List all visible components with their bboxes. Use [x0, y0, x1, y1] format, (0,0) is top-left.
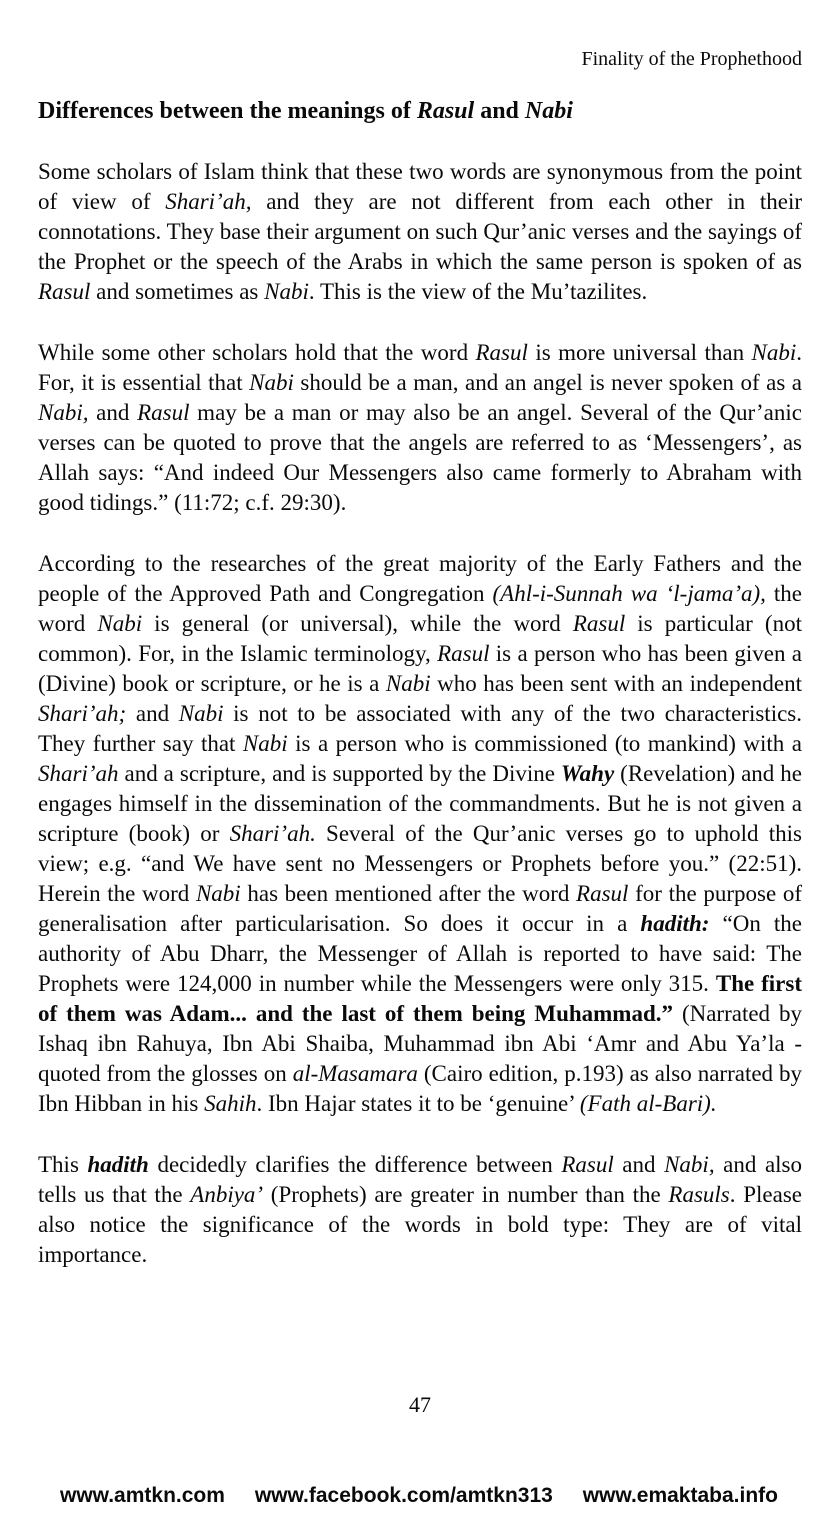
paragraph-1: Some scholars of Islam think that these two words are synonymous from the point of view of Shari’ah, and they are not different from each other in their connotations. They base their argument on such Qur’anic verses and the sayings of the Prophet or the speech of the Arabs in which the same person is spoken of as Rasul and sometimes as Nabi. This is the view of the Mu’tazilites.	[38, 159, 802, 304]
section-heading: Differences between the meanings of Rasul and Nabi	[38, 98, 573, 124]
page-content	[38, 96, 802, 1270]
footer-links	[60, 1484, 778, 1508]
paragraph-2: While some other scholars hold that the word Rasul is more universal than Nabi. For, it is essential that Nabi should be a man, and an angel is never spoken of as a Nabi, and Rasul may be a man or may also be an angel. Several of the Qur’anic verses can be quoted to prove that the angels are referred to as ‘Messengers’, as Allah says: “And indeed Our Messengers also came formerly to Abraham with good tidings.” (11:72; c.f. 29:30).	[38, 340, 802, 515]
page-number: 47	[409, 1392, 431, 1417]
paragraph-3: According to the researches of the great majority of the Early Fathers and the people of the Approved Path and Congregation (Ahl-i-Sunnah wa ‘l-jama’a), the word Nabi is general (or universal), while the word Rasul is particular (not common). For, in the Islamic terminology, Rasul is a person who has been given a (Divine) book or scripture, or he is a Nabi who has been sent with an independent Shari’ah; and Nabi is not to be associated with any of the two characteristics. They further say that Nabi is a person who is commissioned (to mankind) with a Shari’ah and a scripture, and is supported by the Divine Wahy (Revelation) and he engages himself in the dissemination of the commandments. But he is not given a scripture (book) or Shari’ah. Several of the Qur’anic verses go to uphold this view; e.g. “and We have sent no Messengers or Prophets before you.” (22:51). Herein the word Nabi has been mentioned after the word Rasul for the purpose of generalisation after particularisation. So does it occur in a hadith: “On the authority of Abu Dharr, the Messenger of Allah is reported to have said: The Prophets were 124,000 in number while the Messengers were only 315. The first of them was Adam... and the last of them being Muhammad.” (Narrated by Ishaq ibn Rahuya, Ibn Abi Shaiba, Muhammad ibn Abi ‘Amr and Abu Ya’la - quoted from the glosses on al-Masamara (Cairo edition, p.193) as also narrated by Ibn Hibban in his Sahih. Ibn Hajar states it to be ‘genuine’ (Fath al-Bari).	[38, 551, 803, 1116]
footer-link-emaktaba: www.emaktaba.info	[582, 1484, 778, 1507]
paragraph-4: This hadith decidedly clarifies the difference between Rasul and Nabi, and also tells us that the Anbiya’ (Prophets) are greater in number than the Rasuls. Please also notice the significance of the words in bold type: They are of vital importance.	[38, 1152, 802, 1267]
footer-link-amtkn: www.amtkn.com	[60, 1484, 225, 1507]
footer-link-facebook: www.facebook.com/amtkn313	[254, 1484, 553, 1507]
running-header: Finality of the Prophethood	[581, 48, 802, 70]
